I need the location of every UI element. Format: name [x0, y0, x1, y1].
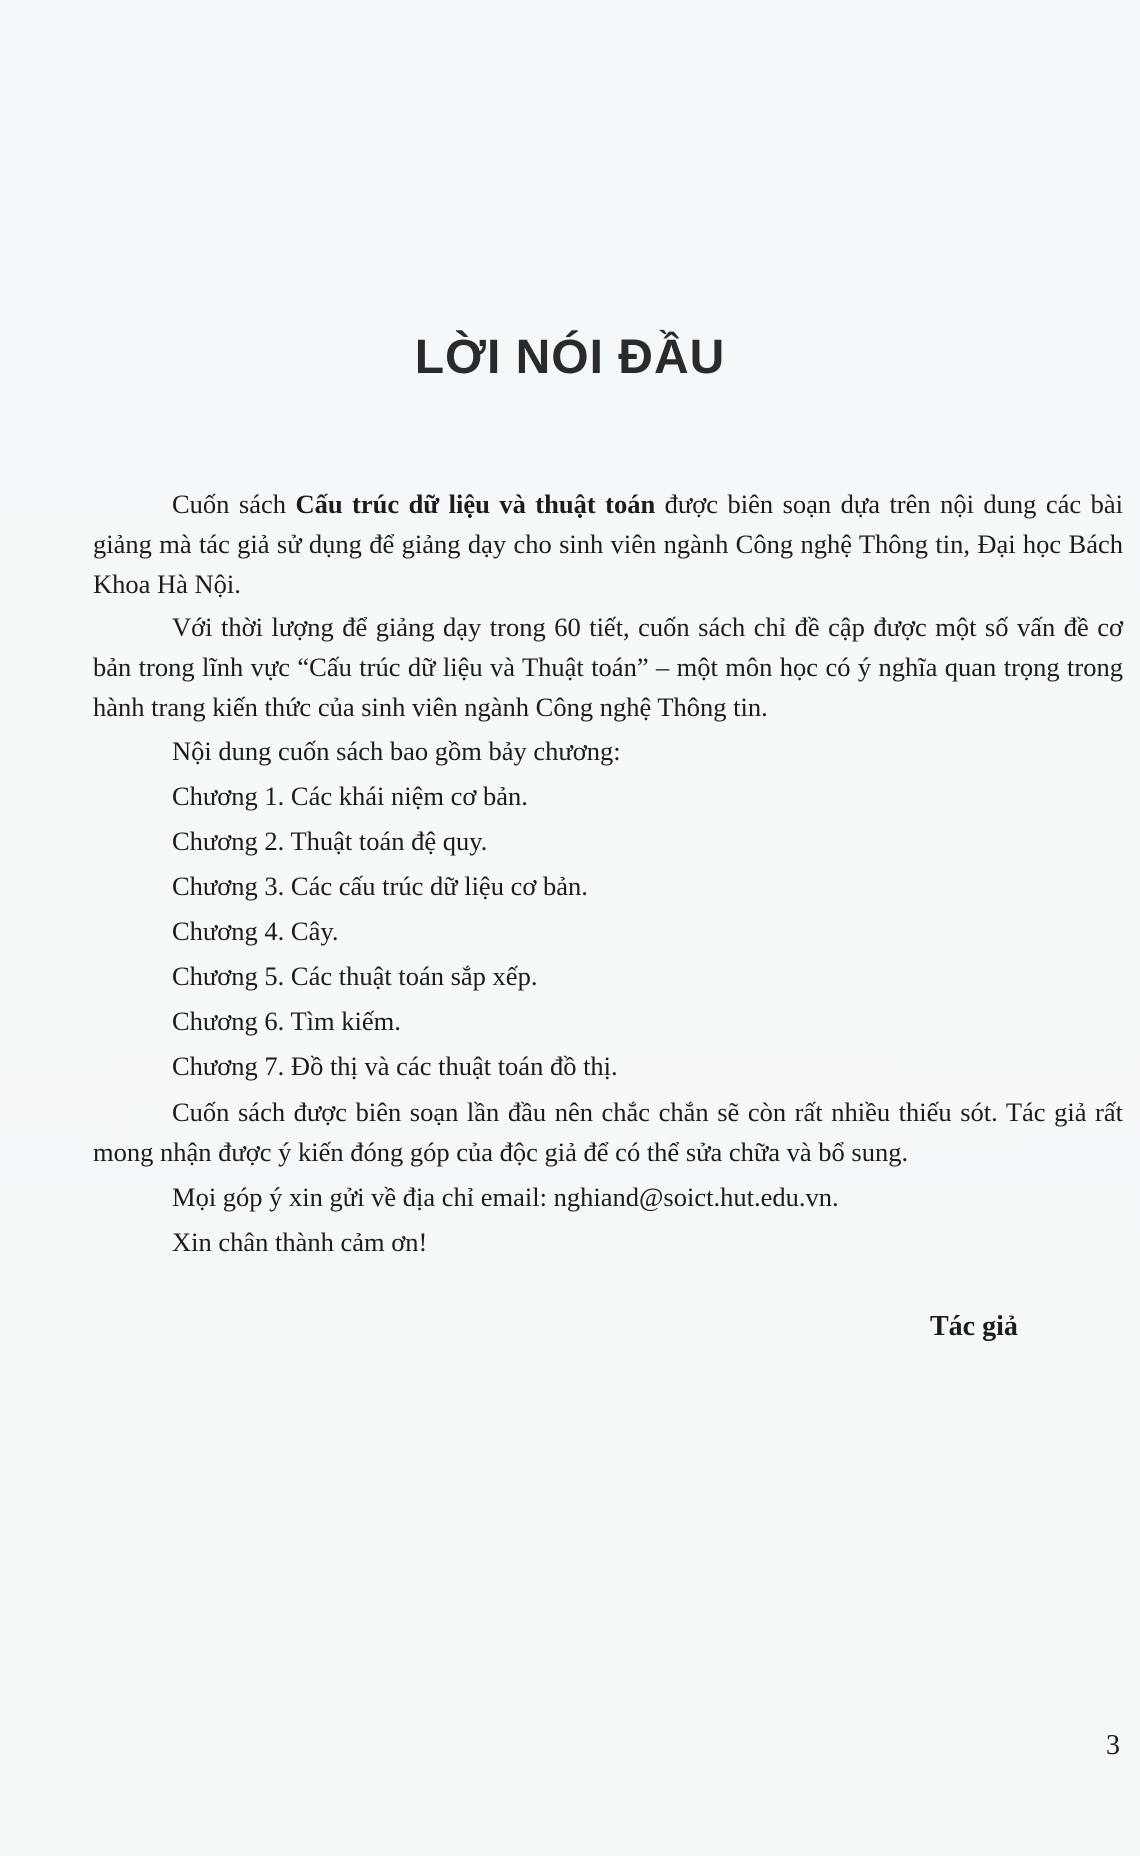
- chapter-item: Chương 6. Tìm kiếm.: [172, 1006, 401, 1036]
- chapter-item: Chương 5. Các thuật toán sắp xếp.: [172, 961, 538, 991]
- closing-paragraph: Cuốn sách được biên soạn lần đầu nên chắc chắn sẽ còn rất nhiều thiếu sót. Tác giả rất mong nhận được ý kiến đóng góp của độc giả để có thể sửa chữa và bổ sung.: [93, 1097, 1123, 1167]
- chapter-item: Chương 7. Đồ thị và các thuật toán đồ thị.: [172, 1051, 618, 1081]
- duration-paragraph: Với thời lượng để giảng dạy trong 60 tiết, cuốn sách chỉ đề cập được một số vấn đề cơ bản trong lĩnh vực “Cấu trúc dữ liệu và Thuật toán” – một môn học có ý nghĩa quan trọng trong hành trang kiến thức của sinh viên ngành Công nghệ Thông tin.: [93, 612, 1123, 722]
- author-signature: Tác giả: [930, 1311, 1018, 1342]
- chapter-item: Chương 4. Cây.: [172, 916, 339, 946]
- contents-intro: Nội dung cuốn sách bao gồm bảy chương:: [172, 736, 621, 766]
- page-number: 3: [1106, 1730, 1120, 1761]
- page-title: LỜI NÓI ĐẦU: [414, 331, 726, 384]
- book-title: Cấu trúc dữ liệu và thuật toán: [295, 489, 656, 519]
- thanks-line: Xin chân thành cảm ơn!: [172, 1227, 428, 1257]
- intro-suffix: được biên soạn dựa trên nội dung các bài giảng mà tác giả sử dụng để giảng dạy cho sinh viên ngành Công nghệ Thông tin, Đại học Bách Khoa Hà Nội.: [93, 489, 1123, 599]
- chapter-item: Chương 2. Thuật toán đệ quy.: [172, 826, 488, 856]
- intro-prefix: Cuốn sách: [172, 489, 296, 519]
- contact-line: Mọi góp ý xin gửi về địa chỉ email: nghiand@soict.hut.edu.vn.: [172, 1182, 839, 1212]
- preface-body: [93, 484, 1123, 1265]
- intro-paragraph: [93, 484, 1123, 604]
- chapter-item: Chương 1. Các khái niệm cơ bản.: [172, 781, 528, 811]
- chapter-item: Chương 3. Các cấu trúc dữ liệu cơ bản.: [172, 871, 588, 901]
